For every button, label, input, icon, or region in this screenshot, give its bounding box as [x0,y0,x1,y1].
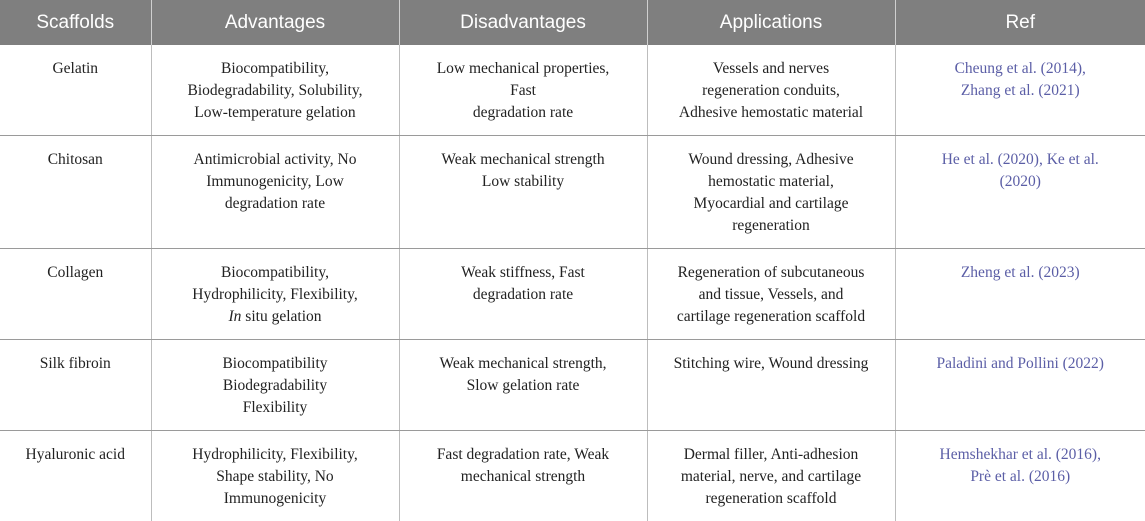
disadvantages-line: Weak mechanical strength, [410,353,637,375]
advantages-line-rest: situ gelation [245,308,321,325]
disadvantages-line: degradation rate [410,284,637,306]
scaffold-cell [0,45,151,136]
header-disadvantages: Disadvantages [399,0,647,45]
disadvantages-line: Weak stiffness, Fast [410,262,637,284]
ref-link[interactable]: Paladini and Pollini (2022) [906,353,1136,375]
advantages-line: degradation rate [162,193,389,215]
disadvantages-line: Fast [410,80,637,102]
advantages-line: Hydrophilicity, Flexibility, [162,444,389,466]
applications-line: regeneration [658,215,885,237]
advantages-cell [151,136,399,249]
table-row [0,431,1145,521]
ref-cell [895,431,1145,521]
table-row [0,45,1145,136]
scaffold-name: Silk fibroin [40,355,111,372]
header-applications: Applications [647,0,895,45]
applications-line: hemostatic material, [658,171,885,193]
advantages-cell [151,431,399,521]
header-row [0,0,1145,45]
ref-link[interactable]: Zhang et al. (2021) [906,80,1136,102]
disadvantages-cell [399,136,647,249]
advantages-cell [151,45,399,136]
scaffold-cell [0,249,151,340]
header-ref: Ref [895,0,1145,45]
applications-cell [647,45,895,136]
ref-cell [895,136,1145,249]
header-scaffolds: Scaffolds [0,0,151,45]
advantages-line: Flexibility [162,397,389,419]
ref-link[interactable]: (2020) [906,171,1136,193]
advantages-line: Biodegradability [162,375,389,397]
disadvantages-cell [399,431,647,521]
scaffold-name: Gelatin [52,60,98,77]
disadvantages-line: Slow gelation rate [410,375,637,397]
disadvantages-line: Fast degradation rate, Weak [410,444,637,466]
scaffold-cell [0,431,151,521]
applications-line: Dermal filler, Anti-adhesion [658,444,885,466]
advantages-line [162,306,389,328]
applications-line: Adhesive hemostatic material [658,102,885,124]
applications-line: cartilage regeneration scaffold [658,306,885,328]
scaffold-name: Hyaluronic acid [26,446,125,463]
disadvantages-cell [399,249,647,340]
ref-link[interactable]: Zheng et al. (2023) [906,262,1136,284]
applications-line: and tissue, Vessels, and [658,284,885,306]
ref-link[interactable]: Hemshekhar et al. (2016), [906,444,1136,466]
applications-line: Regeneration of subcutaneous [658,262,885,284]
advantages-line: Biocompatibility, [162,262,389,284]
applications-cell [647,249,895,340]
disadvantages-cell [399,340,647,431]
header-advantages: Advantages [151,0,399,45]
disadvantages-line: Weak mechanical strength [410,149,637,171]
disadvantages-line: degradation rate [410,102,637,124]
disadvantages-line: Low mechanical properties, [410,58,637,80]
scaffold-name: Collagen [47,264,103,281]
ref-link[interactable]: He et al. (2020), Ke et al. [906,149,1136,171]
disadvantages-cell [399,45,647,136]
table-row [0,136,1145,249]
ref-cell [895,45,1145,136]
applications-line: Stitching wire, Wound dressing [658,353,885,375]
italic-in-text: In [229,308,242,325]
applications-line: Wound dressing, Adhesive [658,149,885,171]
advantages-line: Shape stability, No [162,466,389,488]
ref-link[interactable]: Prè et al. (2016) [906,466,1136,488]
ref-link[interactable]: Cheung et al. (2014), [906,58,1136,80]
advantages-line: Low-temperature gelation [162,102,389,124]
advantages-line: Biodegradability, Solubility, [162,80,389,102]
advantages-line: Antimicrobial activity, No [162,149,389,171]
applications-cell [647,340,895,431]
ref-cell [895,249,1145,340]
advantages-line: Immunogenicity, Low [162,171,389,193]
table-row [0,249,1145,340]
applications-cell [647,136,895,249]
table-row [0,340,1145,431]
applications-line: regeneration scaffold [658,488,885,510]
applications-line: Myocardial and cartilage [658,193,885,215]
applications-line: regeneration conduits, [658,80,885,102]
applications-line: material, nerve, and cartilage [658,466,885,488]
ref-cell [895,340,1145,431]
applications-cell [647,431,895,521]
scaffold-cell [0,340,151,431]
applications-line: Vessels and nerves [658,58,885,80]
scaffold-name: Chitosan [48,151,103,168]
advantages-line: Immunogenicity [162,488,389,510]
scaffold-cell [0,136,151,249]
advantages-cell [151,340,399,431]
advantages-cell [151,249,399,340]
advantages-line: Biocompatibility [162,353,389,375]
advantages-line: Biocompatibility, [162,58,389,80]
disadvantages-line: mechanical strength [410,466,637,488]
disadvantages-line: Low stability [410,171,637,193]
advantages-line: Hydrophilicity, Flexibility, [162,284,389,306]
